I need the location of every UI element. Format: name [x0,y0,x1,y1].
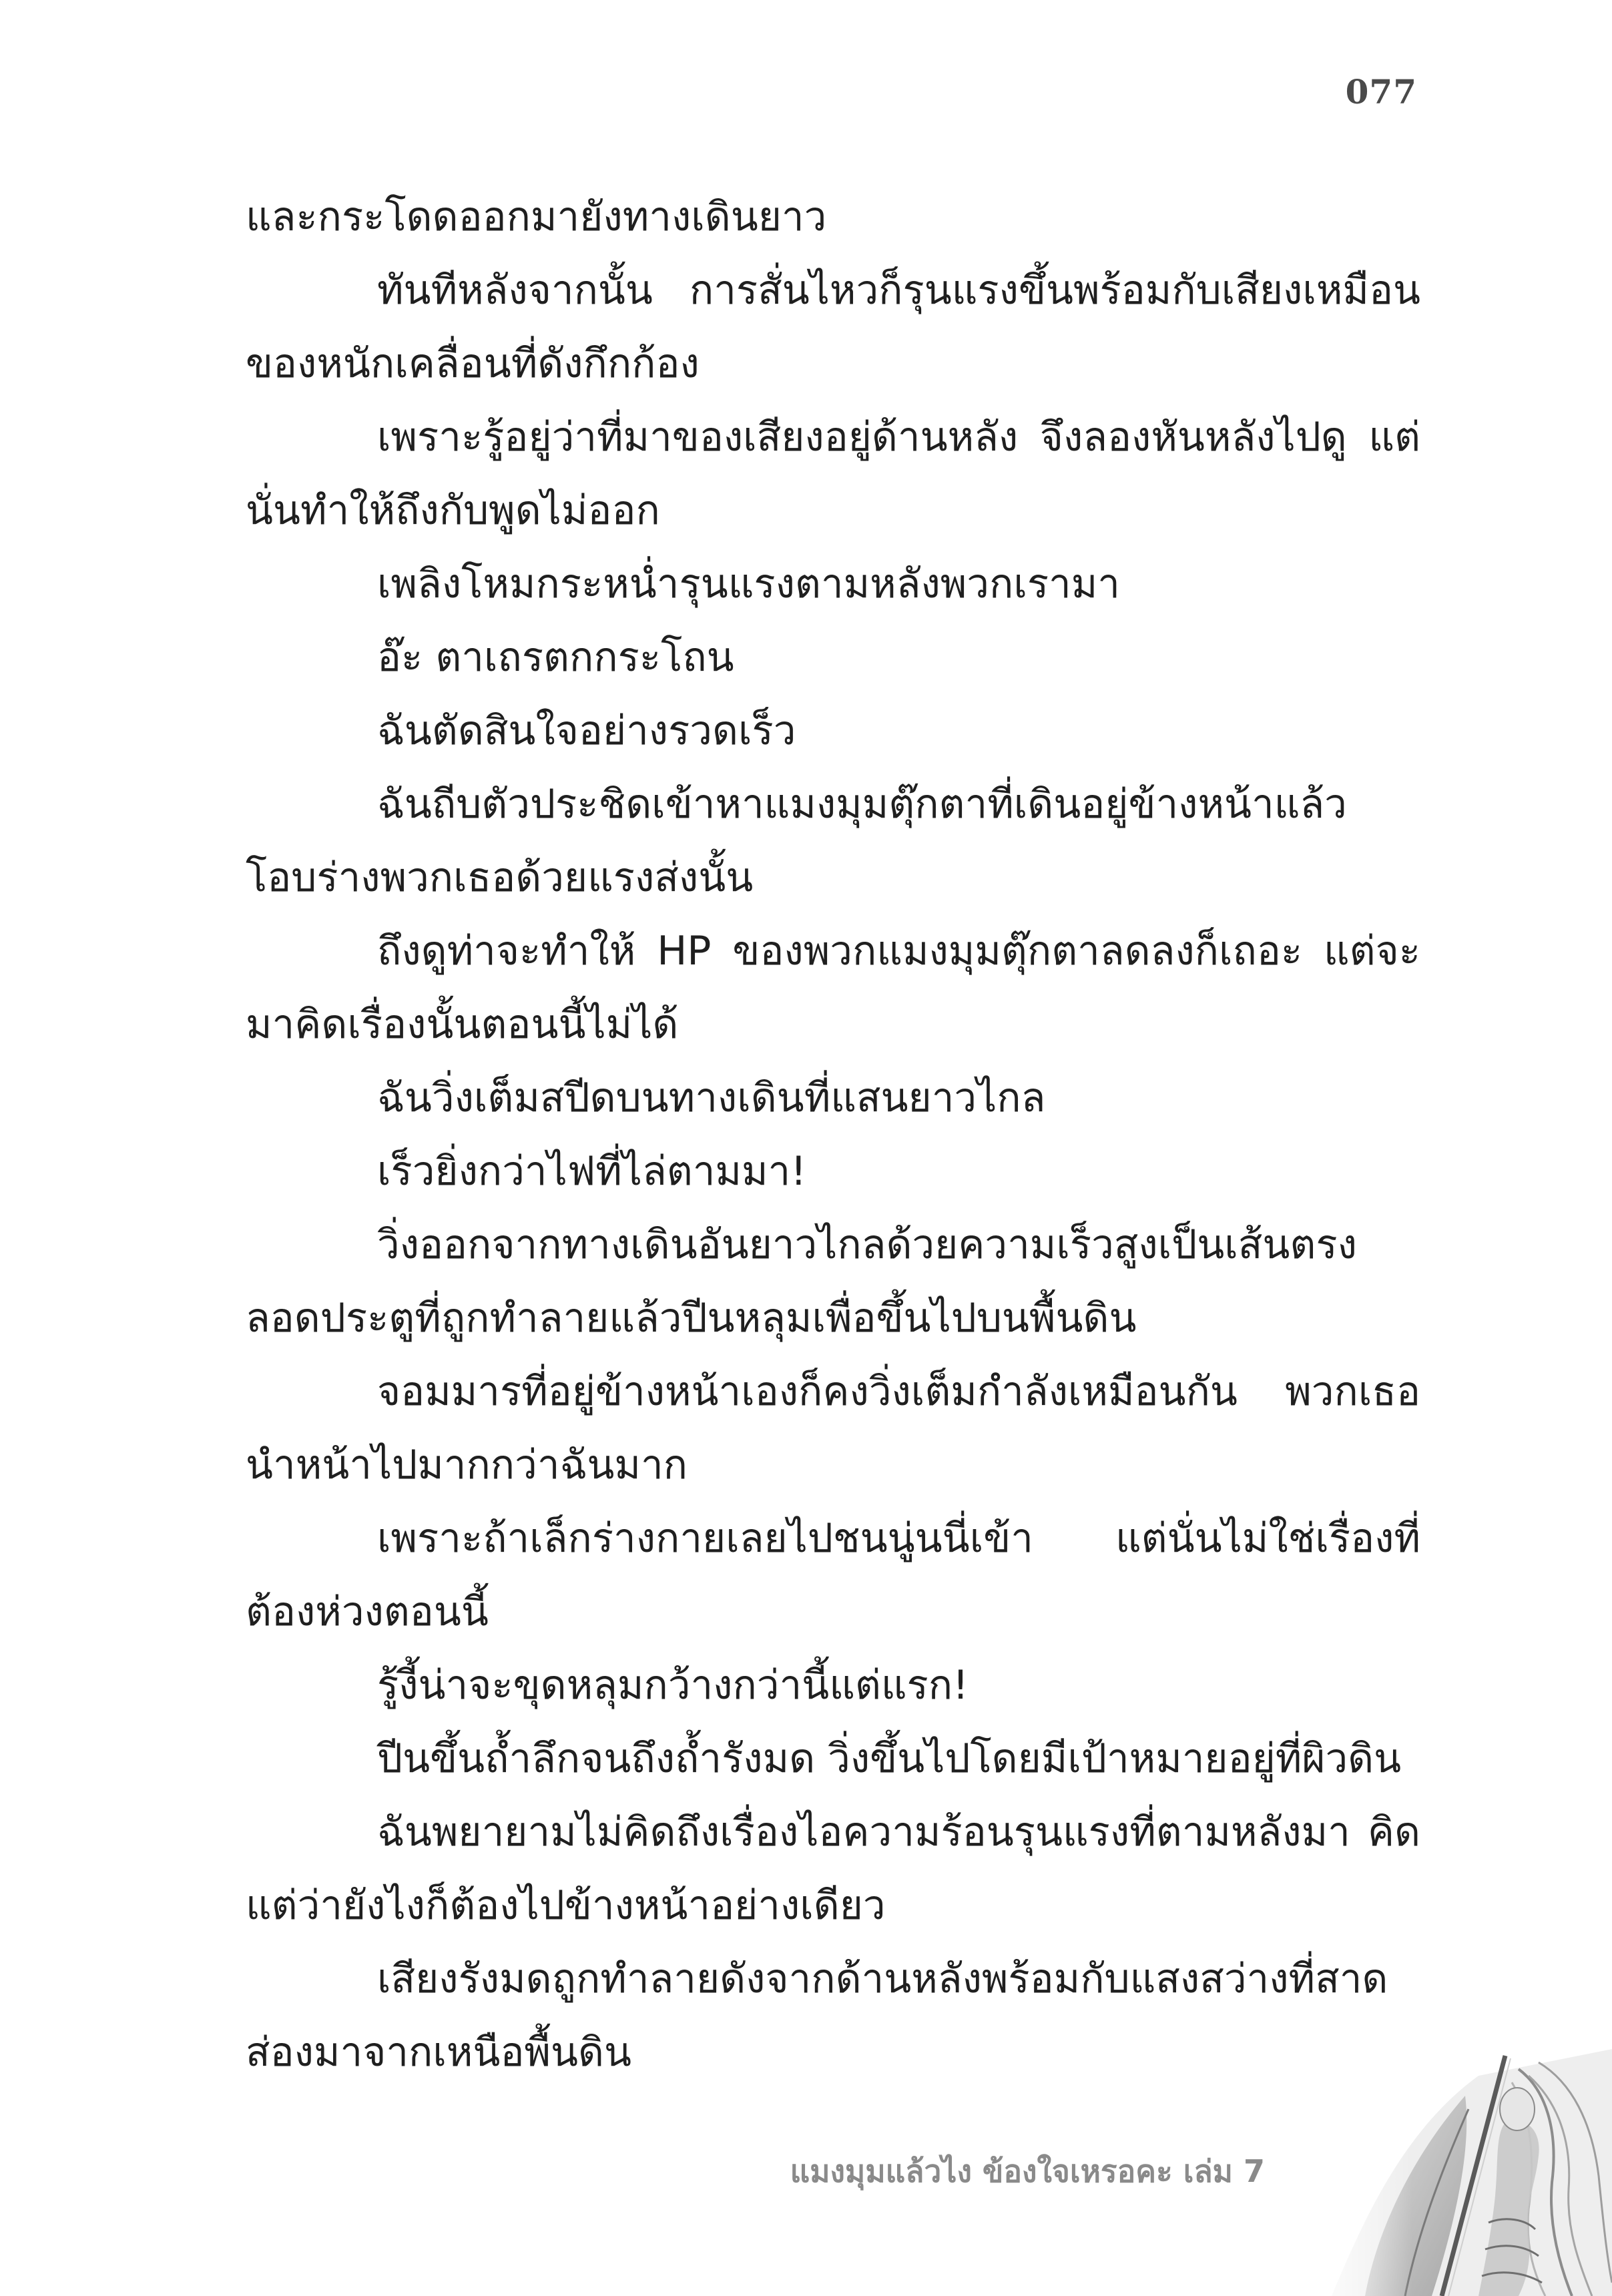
paragraph: และกระโดดออกมายังทางเดินยาว [246,194,827,240]
paragraph: รู้งี้น่าจะขุดหลุมกว้างกว่านี้แต่แรก! [377,1662,969,1709]
paragraph: เพลิงโหมกระหน่ำรุนแรงตามหลังพวกเรามา [377,561,1120,607]
paragraph: ฉันวิ่งเต็มสปีดบนทางเดินที่แสนยาวไกล [377,1075,1046,1121]
text-body [246,180,1420,2089]
paragraph: ฉันพยายามไม่คิดถึงเรื่องไอความร้อนรุนแรงที่ตามหลังมา คิดแต่ว่ายังไงก็ต้องไปข้างหน้าอย่างเดียว [246,1809,1420,1929]
paragraph: ฉันตัดสินใจอย่างรวดเร็ว [377,707,796,754]
paragraph: ฉันถีบตัวประชิดเข้าหาแมงมุมตุ๊กตาที่เดินอยู่ข้างหน้าแล้ว โอบร่างพวกเธอด้วยแรงส่งนั้น [246,781,1347,901]
paragraph: เพราะถ้าเล็กร่างกายเลยไปชนนู่นนี่เข้า แต่นั่นไม่ใช่เรื่องที่ต้องห่วงตอนนี้ [246,1515,1420,1635]
footer-book-title: แมงมุมแล้วไง ข้องใจเหรอคะ เล่ม 7 [790,2153,1265,2189]
paragraph: เสียงรังมดถูกทำลายดังจากด้านหลังพร้อมกับแสงสว่างที่สาดส่องมาจากเหนือพื้นดิน [246,1956,1388,2076]
paragraph: จอมมารที่อยู่ข้างหน้าเองก็คงวิ่งเต็มกำลังเหมือนกัน พวกเธอนำหน้าไปมากกว่าฉันมาก [246,1368,1420,1488]
paragraph: ปีนขึ้นถ้ำลึกจนถึงถ้ำรังมด วิ่งขึ้นไปโดยมีเป้าหมายอยู่ที่ผิวดิน [377,1735,1402,1782]
page-number: 077 [1345,72,1417,111]
corner-character-illustration [1305,2049,1612,2296]
paragraph: ทันทีหลังจากนั้น การสั่นไหวก็รุนแรงขึ้นพร้อมกับเสียงเหมือนของหนักเคลื่อนที่ดังกึกก้อง [246,267,1420,387]
paragraph: เร็วยิ่งกว่าไฟที่ไล่ตามมา! [377,1148,807,1195]
paragraph: วิ่งออกจากทางเดินอันยาวไกลด้วยความเร็วสูงเป็นเส้นตรง ลอดประตูที่ถูกทำลายแล้วปีนหลุมเพื่อขึ้นไปบนพื้นดิน [246,1221,1357,1342]
paragraph: เพราะรู้อยู่ว่าที่มาของเสียงอยู่ด้านหลัง จึงลองหันหลังไปดู แต่นั่นทำให้ถึงกับพูดไม่ออก [246,414,1420,534]
paragraph: อ๊ะ ตาเถรตกกระโถน [377,634,734,681]
paragraph: ถึงดูท่าจะทำให้ HP ของพวกแมงมุมตุ๊กตาลดลงก็เถอะ แต่จะมาคิดเรื่องนั้นตอนนี้ไม่ได้ [246,928,1420,1048]
